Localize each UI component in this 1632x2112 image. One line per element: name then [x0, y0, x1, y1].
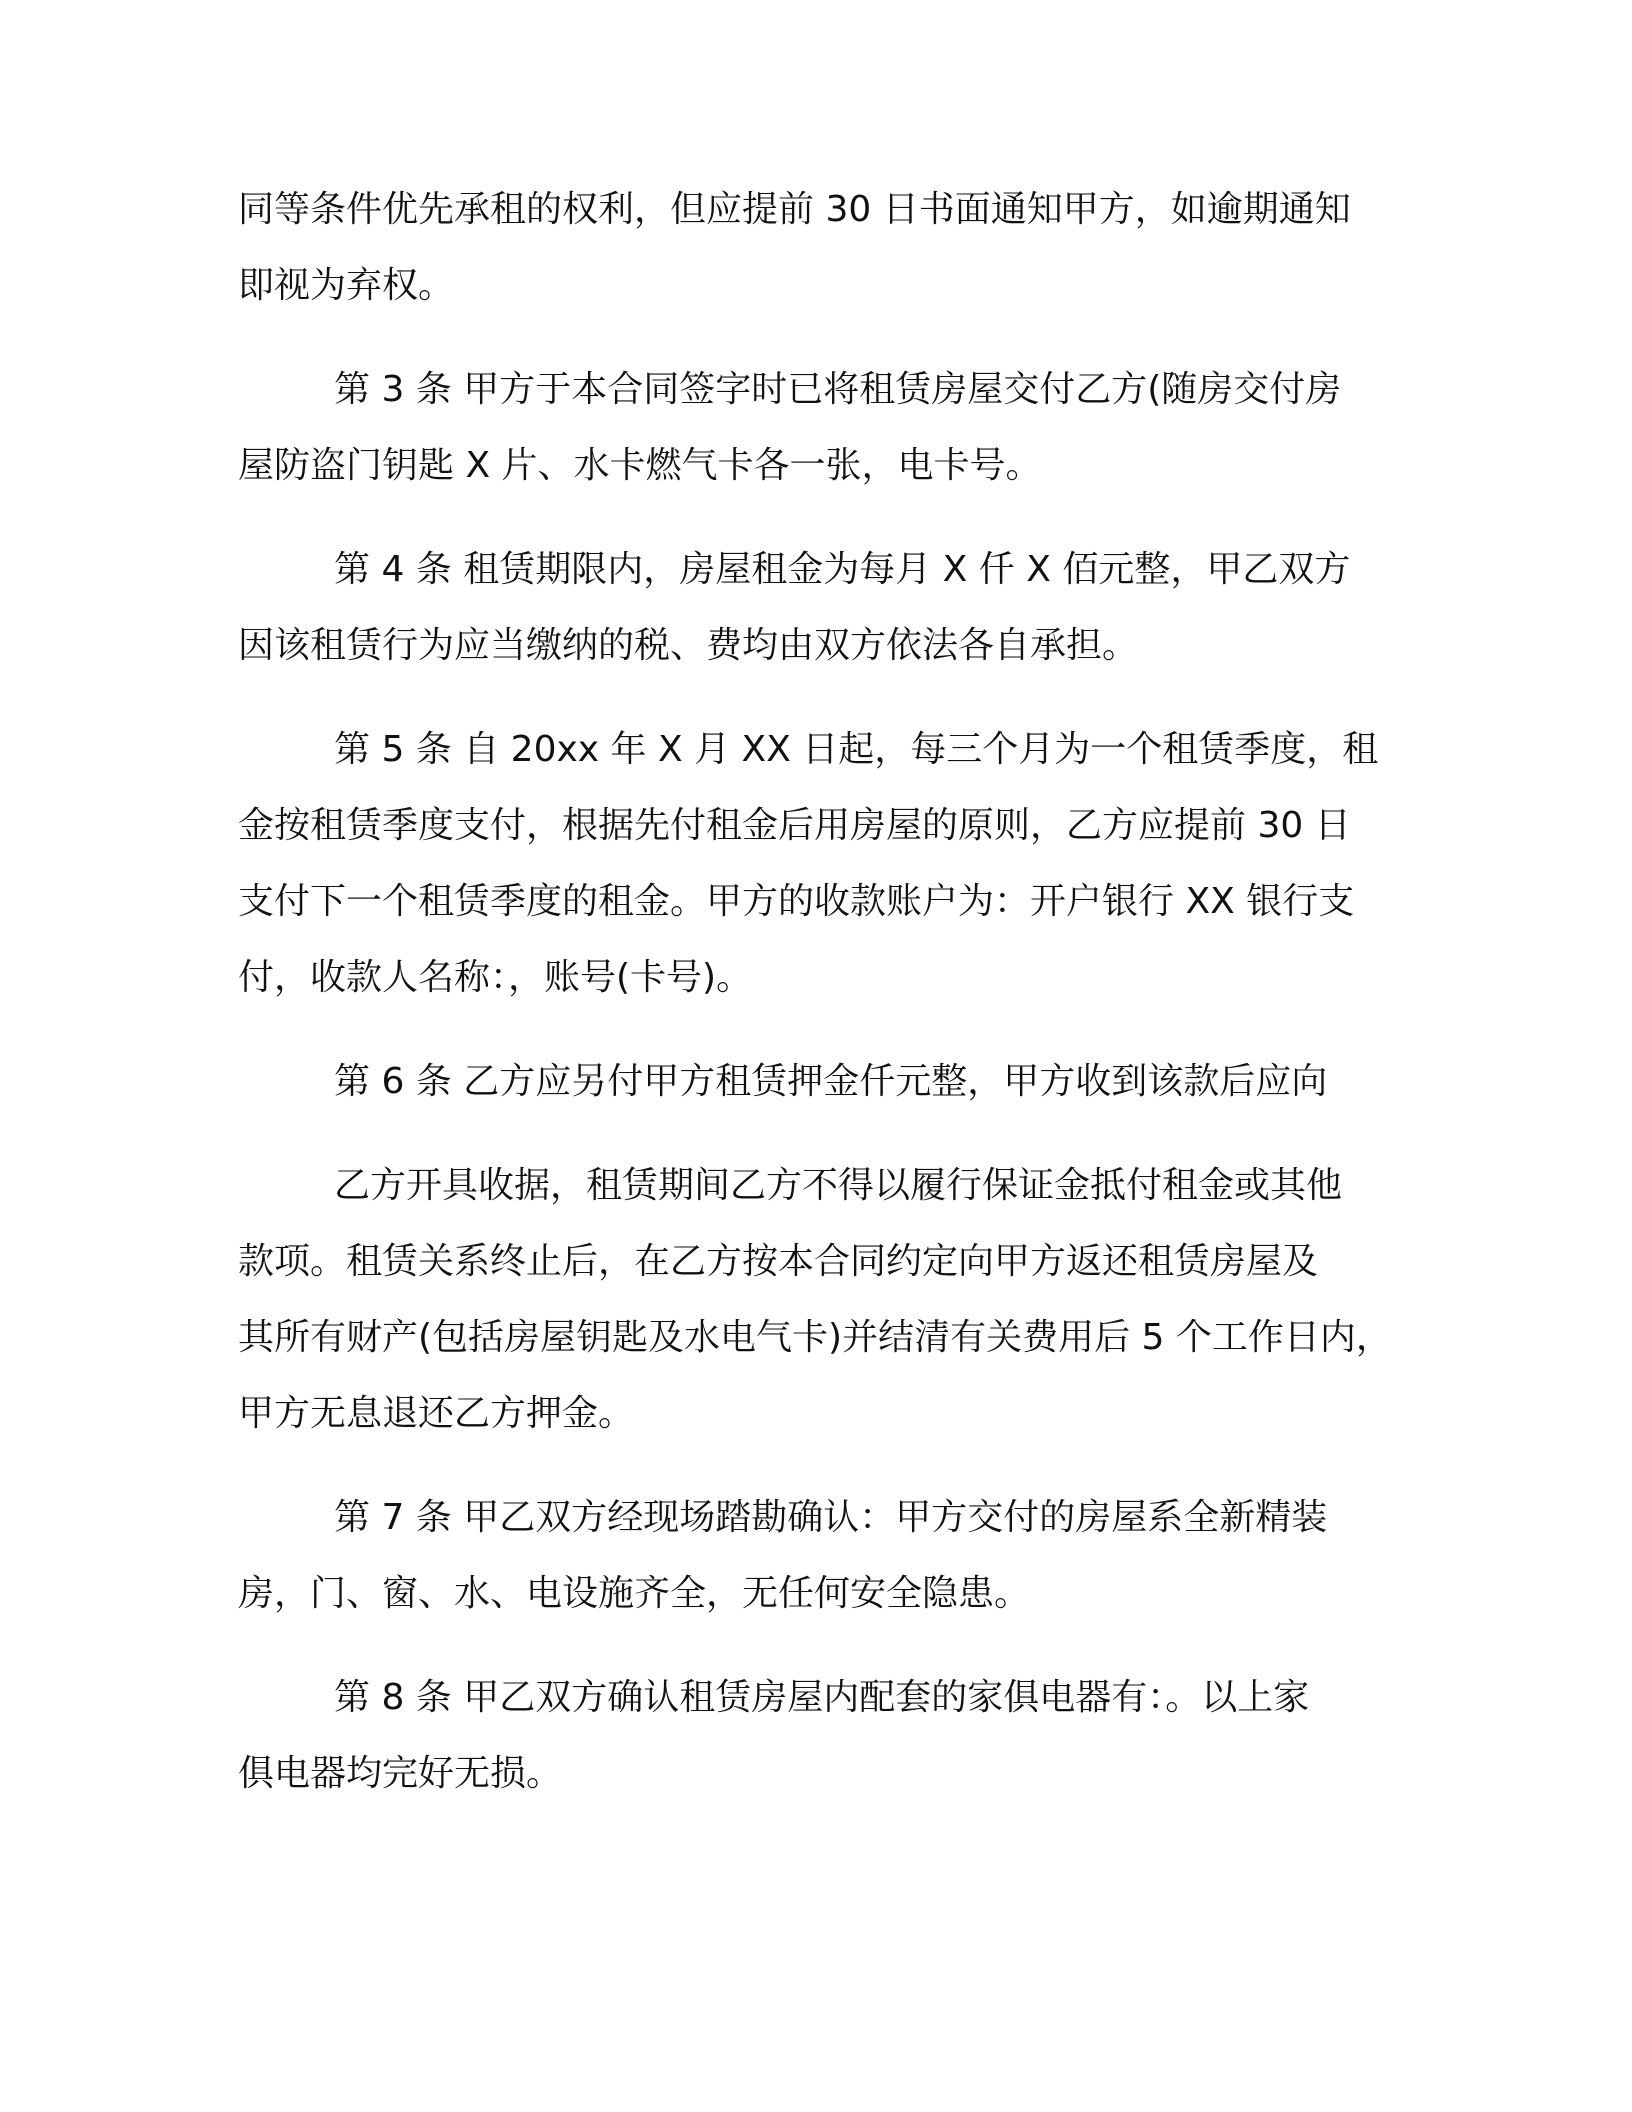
- clause-6-line: 甲方无息退还乙方押金。: [238, 1393, 635, 1434]
- clause-3-line: 第 3 条 甲方于本合同签字时已将租赁房屋交付乙方(随房交付房: [334, 369, 1342, 410]
- clause-7-line: 房，门、窗、水、电设施齐全，无任何安全隐患。: [238, 1573, 1031, 1614]
- clause-5-line: 第 5 条 自 20xx 年 X 月 XX 日起，每三个月为一个租赁季度，租: [334, 729, 1379, 770]
- clause-5-line: 金按租赁季度支付，根据先付租金后用房屋的原则，乙方应提前 30 日: [238, 805, 1351, 846]
- clause-5-line: 付，收款人名称：，账号(卡号)。: [238, 957, 753, 998]
- clause-6-line: 乙方开具收据，租赁期间乙方不得以履行保证金抵付租金或其他: [334, 1165, 1343, 1206]
- clause-6-line: 款项。租赁关系终止后，在乙方按本合同约定向甲方返还租赁房屋及: [238, 1241, 1319, 1282]
- clause-5-line: 支付下一个租赁季度的租金。甲方的收款账户为：开户银行 XX 银行支: [238, 881, 1355, 922]
- clause-7-line: 第 7 条 甲乙双方经现场踏勘确认：甲方交付的房屋系全新精装: [334, 1497, 1328, 1538]
- clause-4-line: 因该租赁行为应当缴纳的税、费均由双方依法各自承担。: [238, 625, 1139, 666]
- text-line: 同等条件优先承租的权利，但应提前 30 日书面通知甲方，如逾期通知: [238, 189, 1351, 230]
- clause-6-line: 第 6 条 乙方应另付甲方租赁押金仟元整，甲方收到该款后应向: [334, 1061, 1328, 1102]
- clause-3-line: 屋防盗门钥匙 X 片、水卡燃气卡各一张，电卡号。: [238, 445, 1042, 486]
- clause-8-line: 第 8 条 甲乙双方确认租赁房屋内配套的家俱电器有：。以上家: [334, 1677, 1310, 1718]
- clause-8-line: 俱电器均完好无损。: [238, 1753, 563, 1794]
- clause-4-line: 第 4 条 租赁期限内，房屋租金为每月 X 仟 X 佰元整，甲乙双方: [334, 549, 1351, 590]
- text-line: 即视为弃权。: [238, 265, 455, 306]
- clause-6-line: 其所有财产(包括房屋钥匙及水电气卡)并结清有关费用后 5 个工作日内，: [238, 1317, 1392, 1358]
- document-body: [238, 190, 1398, 1794]
